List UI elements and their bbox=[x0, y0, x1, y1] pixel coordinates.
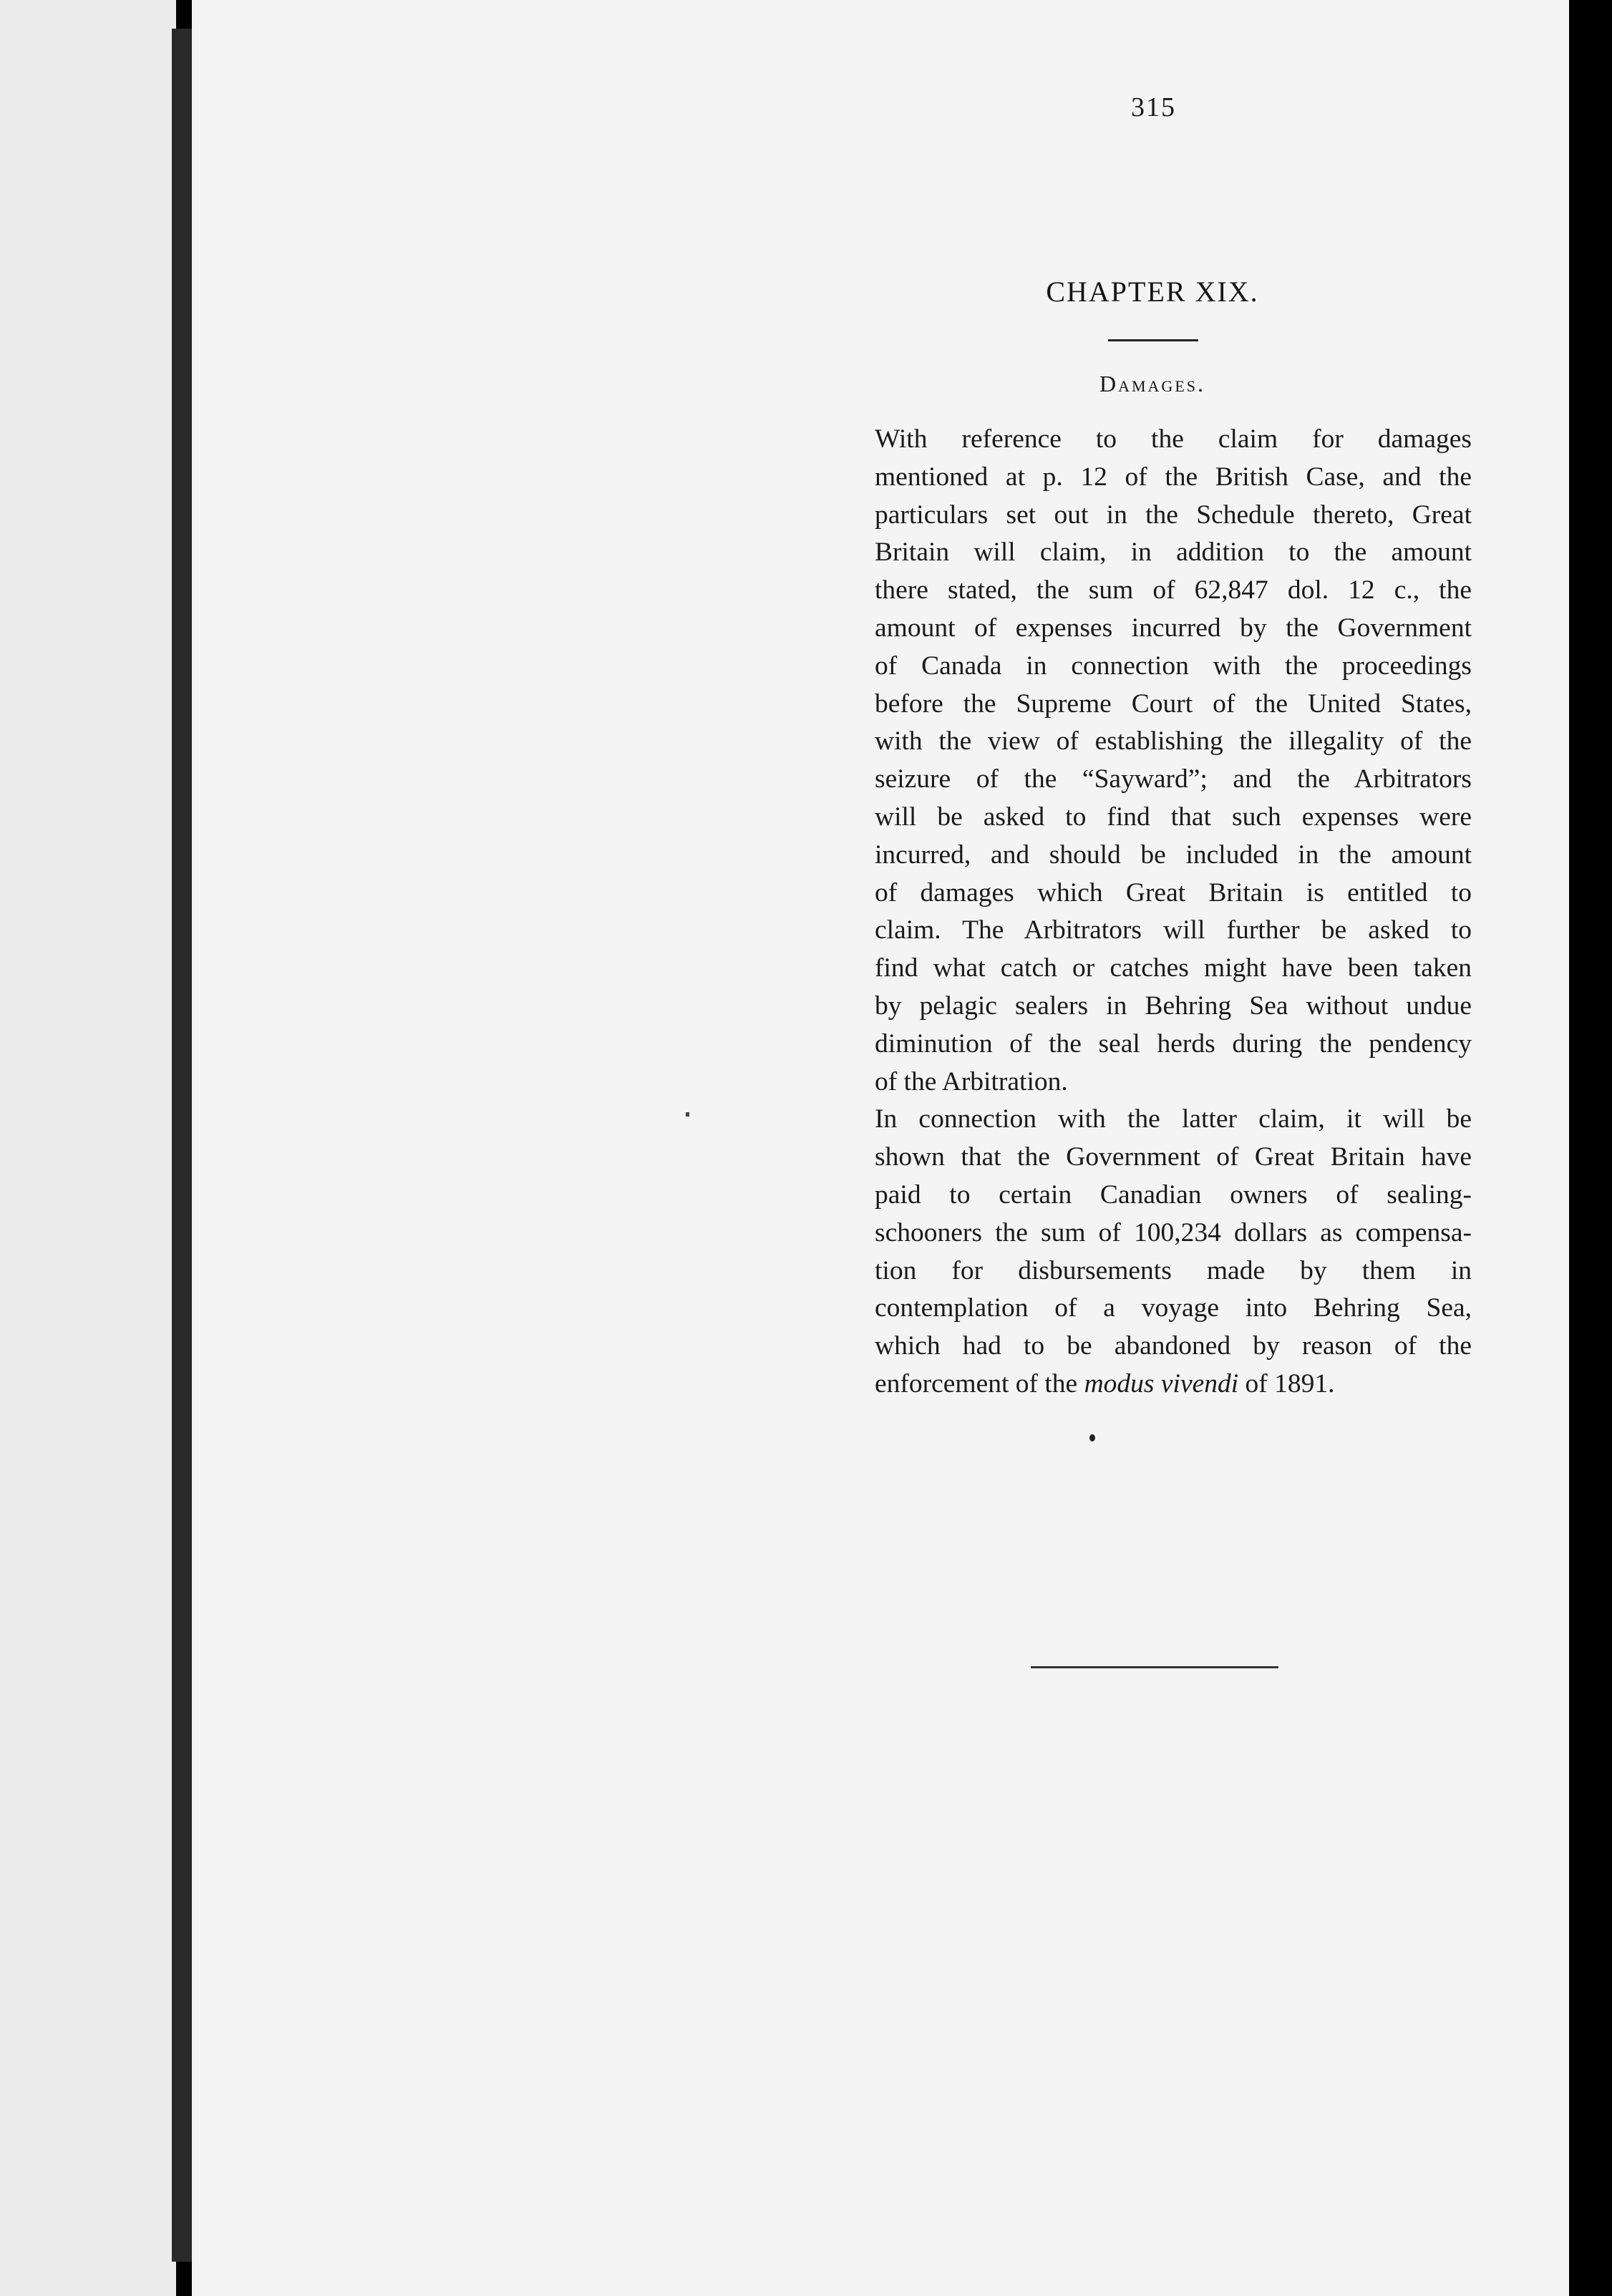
text-line: diminution of the seal herds during the pendency bbox=[875, 1028, 1472, 1059]
text-line: will be asked to find that such expenses were bbox=[875, 802, 1472, 832]
end-rule bbox=[1031, 1666, 1278, 1668]
text-fragment: of 1891. bbox=[1238, 1368, 1335, 1398]
title-rule bbox=[1108, 339, 1198, 341]
text-line: schooners the sum of 100,234 dollars as compensa- bbox=[875, 1217, 1472, 1247]
text-line: find what catch or catches might have been taken bbox=[875, 953, 1472, 983]
section-heading: Damages. bbox=[1099, 371, 1205, 397]
text-line: with the view of establishing the illegality of the bbox=[875, 726, 1472, 757]
text-line: claim. The Arbitrators will further be asked to bbox=[875, 915, 1472, 945]
text-line: which had to be abandoned by reason of the bbox=[875, 1331, 1472, 1361]
paragraph-1 bbox=[850, 421, 1472, 1101]
text-line: seizure of the “Sayward”; and the Arbitrators bbox=[875, 764, 1472, 794]
text-line: In connection with the latter claim, it will be bbox=[875, 1104, 1472, 1134]
text-line: shown that the Government of Great Britain have bbox=[875, 1142, 1472, 1172]
text-line: before the Supreme Court of the United States, bbox=[875, 689, 1472, 719]
facing-page-margin bbox=[0, 0, 176, 2296]
paragraph-2 bbox=[850, 1101, 1472, 1403]
scan-border bbox=[1569, 0, 1612, 2296]
text-line: by pelagic sealers in Behring Sea without undue bbox=[875, 991, 1472, 1021]
text-line: Britain will claim, in addition to the amount bbox=[875, 537, 1472, 568]
ink-dot bbox=[1089, 1434, 1095, 1441]
text-line: incurred, and should be included in the amount bbox=[875, 840, 1472, 870]
text-line: of damages which Great Britain is entitled to bbox=[875, 877, 1472, 908]
text-fragment: enforcement of the bbox=[875, 1368, 1084, 1398]
text-line: amount of expenses incurred by the Government bbox=[875, 613, 1472, 643]
text-line-final bbox=[850, 1366, 1472, 1404]
text-line: With reference to the claim for damages bbox=[875, 424, 1472, 454]
book-gutter bbox=[172, 29, 193, 2262]
page-number: 315 bbox=[1131, 92, 1176, 122]
text-line: contemplation of a voyage into Behring Sea, bbox=[875, 1293, 1472, 1323]
body-text bbox=[850, 421, 1472, 1404]
chapter-title: CHAPTER XIX. bbox=[1046, 276, 1259, 308]
italic-term: modus vivendi bbox=[1084, 1368, 1239, 1398]
text-line: particulars set out in the Schedule thereto, Great bbox=[875, 500, 1472, 530]
text-line: mentioned at p. 12 of the British Case, and the bbox=[875, 462, 1472, 492]
text-line: there stated, the sum of 62,847 dol. 12 c., the bbox=[875, 575, 1472, 605]
text-line: of Canada in connection with the proceedings bbox=[875, 651, 1472, 681]
scan-speck bbox=[686, 1112, 689, 1117]
text-line: of the Arbitration. bbox=[875, 1066, 1068, 1096]
text-line: paid to certain Canadian owners of sealing- bbox=[875, 1179, 1472, 1210]
text-line: tion for disbursements made by them in bbox=[875, 1255, 1472, 1285]
